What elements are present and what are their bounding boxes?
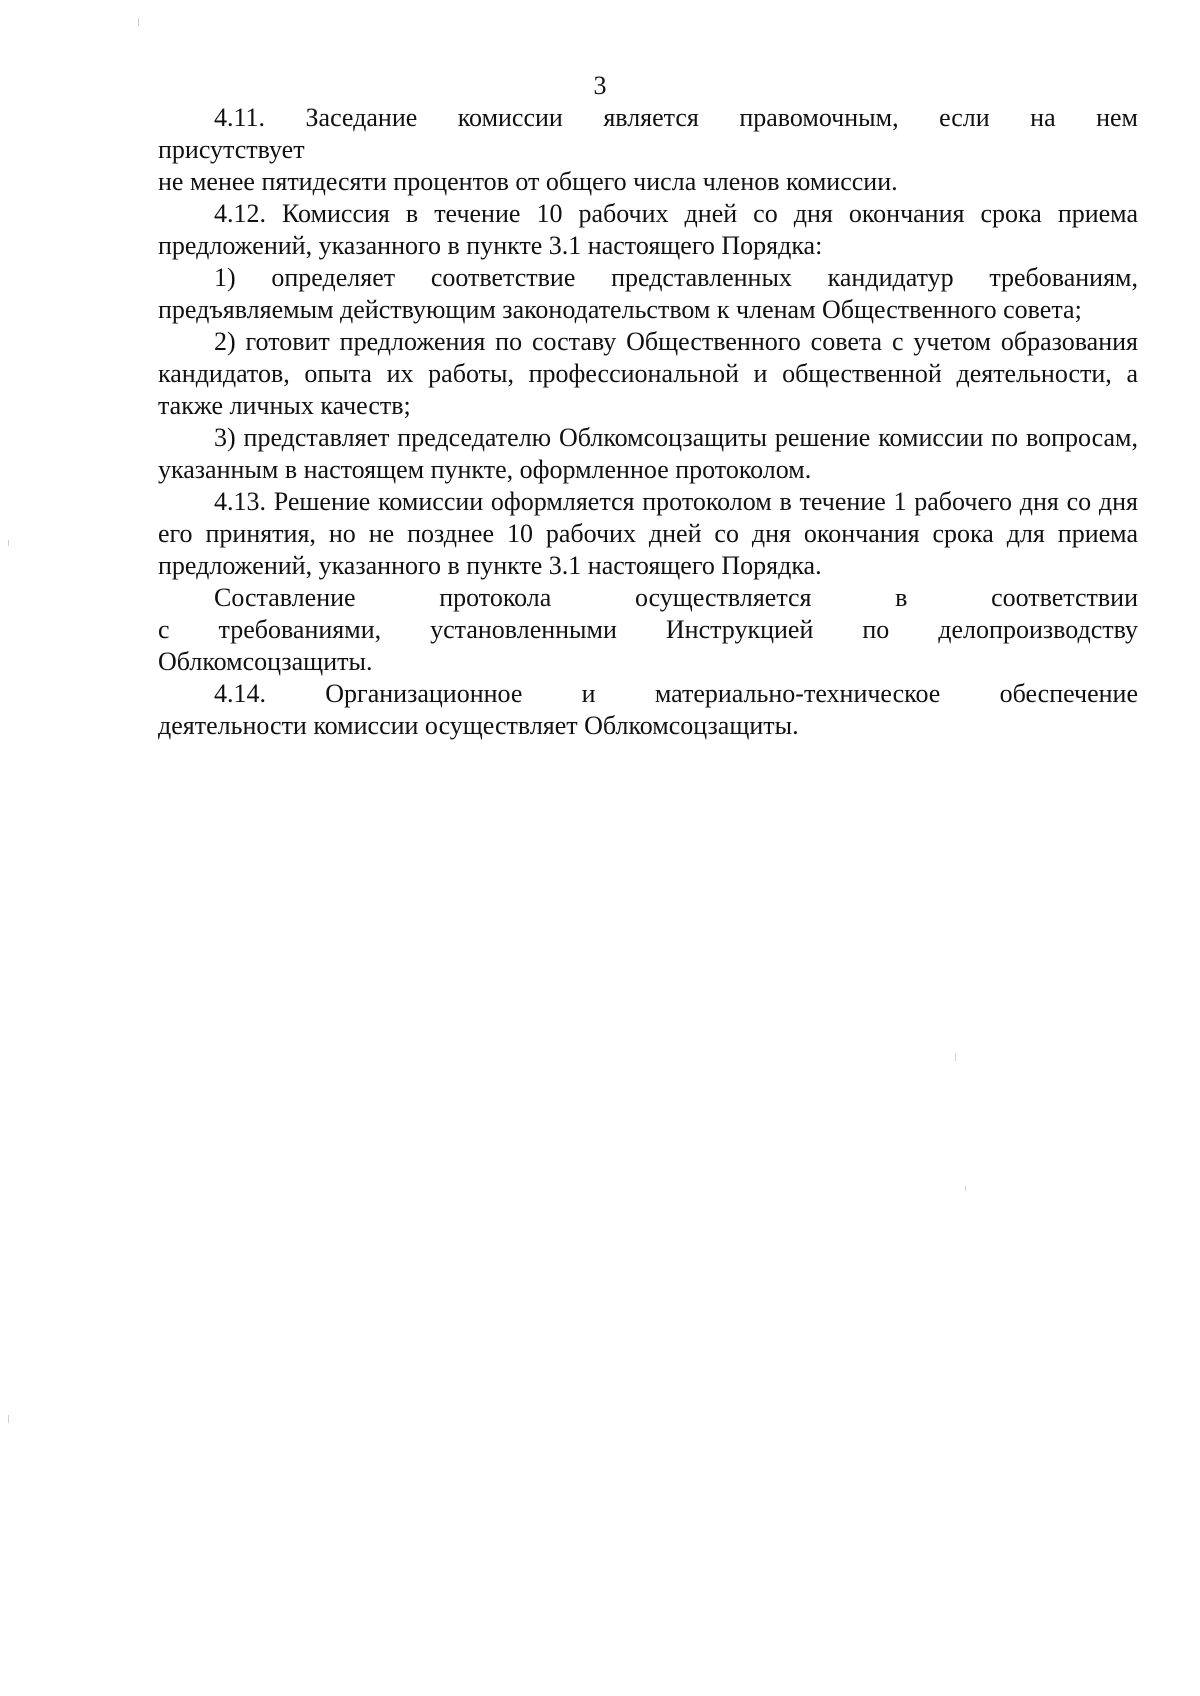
paragraph-4-12-item-2: 2) готовит предложения по составу Общественного совета с учетом образования кандидатов, опыта их работы, профессиональной и общественной деятельности, а также личных качеств;: [158, 327, 1138, 420]
paragraph-4-11-line-1: 4.11. Заседание комиссии является правомочным, если на нем: [214, 103, 1138, 132]
paragraph-4-11-line-2: присутствует: [158, 135, 305, 164]
paragraph-4-12-item-1: 1) определяет соответствие представленных кандидатур требованиям, предъявляемым действующим законодательством к членам Общественного совета;: [158, 263, 1138, 324]
paragraph-protocol-line-3: Облкомсоцзащиты.: [158, 647, 373, 676]
page-number: 3: [593, 71, 607, 100]
paragraph-4-11-line-3: не менее пятидесяти процентов от общего числа членов комиссии.: [158, 167, 898, 196]
paragraph-4-13: 4.13. Решение комиссии оформляется протоколом в течение 1 рабочего дня со дня его принятия, но не позднее 10 рабочих дней со дня окончания срока для приема предложений, указанного в пункте 3.1 настоящего Порядка.: [158, 487, 1138, 580]
paragraph-4-12-item-3: 3) представляет председателю Облкомсоцзащиты решение комиссии по вопросам, указанным в настоящем пункте, оформленное протоколом.: [158, 423, 1138, 484]
scan-mark: [138, 18, 139, 26]
paragraph-protocol-line-1: Составление протокола осуществляется в соответствии: [214, 583, 1138, 612]
scan-mark: [965, 1186, 966, 1191]
paragraph-protocol-line-2: с требованиями, установленными Инструкцией по делопроизводству: [158, 615, 1138, 644]
paragraph-4-12: 4.12. Комиссия в течение 10 рабочих дней со дня окончания срока приема предложений, указанного в пункте 3.1 настоящего Порядка:: [158, 199, 1138, 260]
scan-mark: [8, 1415, 9, 1423]
paragraph-4-14-line-2: деятельности комиссии осуществляет Облкомсоцзащиты.: [158, 711, 799, 740]
scan-mark: [8, 540, 9, 546]
paragraph-4-14-line-1: 4.14. Организационное и материально-техническое обеспечение: [214, 679, 1138, 708]
document-body: [158, 102, 1138, 742]
scan-mark: [955, 1053, 956, 1061]
